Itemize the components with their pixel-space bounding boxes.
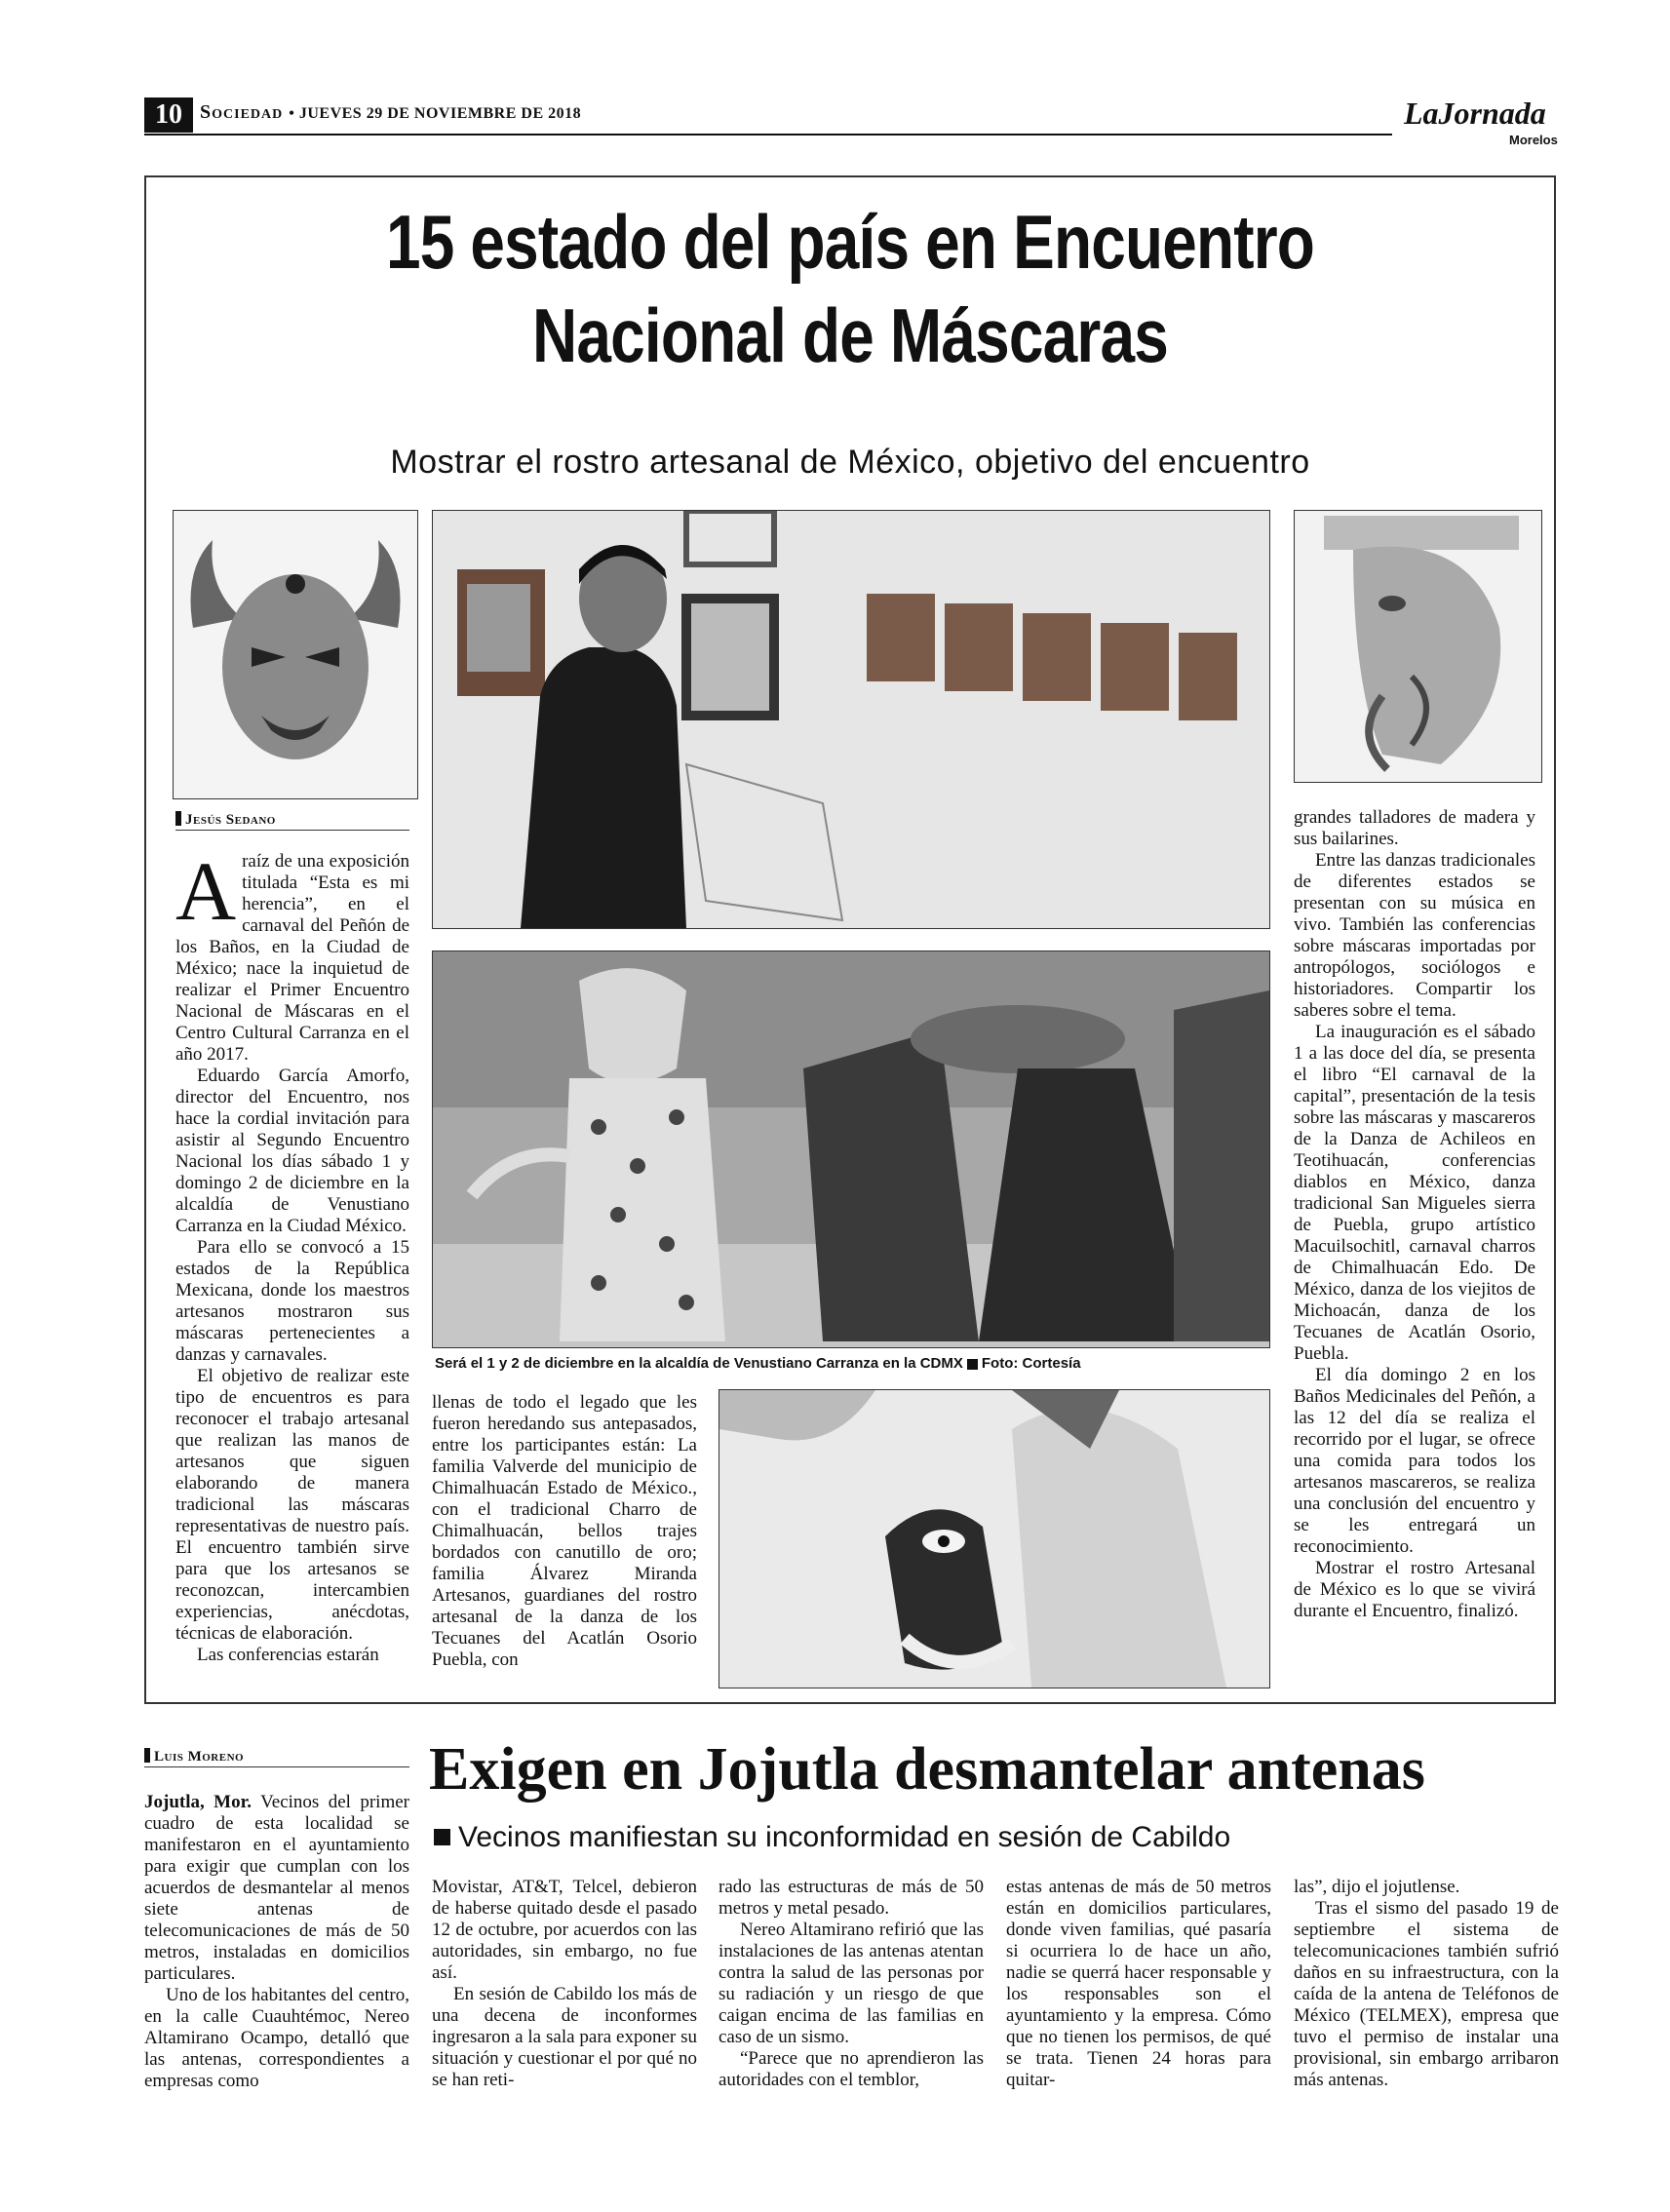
paragraph: Mostrar el rostro Artesanal de México es lo que se vivirá durante el Encuentro, finalizó. — [1294, 1558, 1535, 1621]
newspaper-logo: LaJornada — [1404, 96, 1546, 131]
story2-byline — [144, 1748, 244, 1766]
drop-cap: A — [175, 844, 237, 938]
byline-name: Jesús Sedano — [185, 812, 276, 828]
story1-column-1 — [175, 844, 409, 1666]
museum-visitor-photo — [432, 510, 1270, 929]
paragraph: Las conferencias estarán — [197, 1645, 379, 1665]
story2-column-1 — [144, 1792, 409, 2092]
paragraph: Eduardo García Amorfo, director del Encuentro, nos hace la cordial invitación para asistir al Segundo Encuentro Nacional los días sábado 1 y domingo 2 de diciembre en la alcaldía de Venustiano Carranza en la Ciudad México. — [175, 1066, 409, 1236]
paragraph: “Parece que no aprendieron las autoridades con el temblor, — [718, 2048, 984, 2090]
paragraph: llenas de todo el legado que les fueron heredando sus antepasados, entre los participantes están: La familia Valverde del municipio de Chimalhuacán Estado de México., con el tradicional Charro de Chimalhuacán, bellos trajes bordados con canutillo de oro; familia Álvarez Miranda Artesanos, guardianes del rostro artesanal de la danza de los Tecuanes del Acatlán Osorio Puebla, con — [432, 1392, 697, 1670]
byline-marker-icon — [175, 811, 181, 826]
story2-column-5 — [1294, 1877, 1559, 2091]
paragraph: Entre las danzas tradicionales de diferentes estados se presentan con su música en vivo. También las conferencias sobre máscaras importadas por antropólogos, sociólogos e historiadores. Compartir los saberes sobre el tema. — [1294, 850, 1535, 1021]
paragraph — [144, 1792, 409, 1985]
paragraph: Nereo Altamirano refirió que las instalaciones de las antenas atentan contra la salud de las personas por su radiación y un riesgo de que caigan encima de las familias en caso de un sismo. — [718, 1920, 984, 2047]
byline-rule — [144, 1766, 409, 1767]
story1-column-3 — [1294, 807, 1535, 1622]
section-name: Sociedad — [200, 101, 284, 123]
header-rule — [144, 134, 1392, 136]
story1-headline — [281, 195, 1419, 382]
paragraph: El día domingo 2 en los Baños Medicinales del Peñón, a las 12 del día se realiza el recorrido por el lugar, se ofrece una comida para todos los artesanos mascareros, se realiza una conclusión del encuentro y se les entregará un reconocimiento. — [1294, 1365, 1535, 1557]
paragraph: La inauguración es el sábado 1 a las doce del día, se presenta el libro “El carnaval de la capital”, presentación de la tesis sobre las máscaras y mascareros de la Danza de Achileos en Teotihuacán, conferencias diablos en México, danza tradicional San Migueles sierra de Puebla, grupo artístico Macuilsochitl, carnaval charros de Chimalhuacán Edo. De México, danza de los viejitos de Michoacán, danza de los Tecuanes de Acatlán Osorio, Puebla. — [1294, 1022, 1535, 1364]
paragraph: Movistar, AT&T, Telcel, debieron de haberse quitado desde el pasado 12 de octubre, por acuerdos con las autoridades, sin embargo, no fue así. — [432, 1877, 697, 1983]
caption-text: Será el 1 y 2 de diciembre en la alcaldía de Venustiano Carranza en la CDMX — [435, 1355, 963, 1372]
tecuan-mask-photo — [718, 1389, 1270, 1688]
photo-caption — [435, 1355, 1273, 1372]
paragraph: Para ello se convocó a 15 estados de la República Mexicana, donde los maestros artesanos mostraron sus máscaras pertenecientes a danzas y carnavales. — [175, 1237, 409, 1365]
jaguar-dance-photo — [432, 951, 1270, 1348]
byline-rule — [175, 830, 409, 831]
paragraph: El objetivo de realizar este tipo de encuentros es para reconocer el trabajo artesanal que realizan las manos de artesanos que siguen elaborando de manera tradicional las máscaras representativas de nuestro país. El encuentro también sirve para que los artesanos se reconozcan, intercambien experiencias, anécdotas, técnicas de elaboración. — [175, 1366, 409, 1644]
paragraph: Tras el sismo del pasado 19 de septiembre el sistema de telecomunicaciones también sufrió daños en su infraestructura, con la caída de la antena de Teléfonos de México (TELMEX), empresa que tuvo el permiso de instalar una provisional, sin embargo arribaron más antenas. — [1294, 1898, 1559, 2090]
section-label — [200, 101, 581, 124]
paragraph: En sesión de Cabildo los más de una decena de inconformes ingresaron a la sala para exponer su situación y cuestionar el por qué no se han reti- — [432, 1984, 697, 2090]
caption-credit: Foto: Cortesía — [981, 1355, 1081, 1372]
issue-date: • JUEVES 29 DE NOVIEMBRE DE 2018 — [289, 105, 582, 122]
story2-column-3 — [718, 1877, 984, 2091]
newspaper-logo-subtitle: Morelos — [1509, 133, 1558, 147]
paragraph — [175, 844, 409, 1066]
paragraph-text: raíz de una exposición titulada “Esta es mi herencia”, en el carnaval del Peñón de los Baños, en la Ciudad de México; nace la inquietud de realizar el Primer Encuentro Nacional de Máscaras en el Centro Cultural Carranza en el año 2017. — [175, 851, 409, 1065]
subhead-text: Vecinos manifiestan su inconformidad en sesión de Cabildo — [458, 1821, 1231, 1853]
story1-column-2 — [432, 1392, 697, 1671]
headline-line-2: Nacional de Máscaras — [532, 292, 1168, 378]
paragraph: las”, dijo el jojutlense. — [1294, 1877, 1460, 1897]
byline-marker-icon — [144, 1748, 150, 1763]
paragraph: grandes talladores de madera y sus bailarines. — [1294, 807, 1535, 849]
story1-subhead: Mostrar el rostro artesanal de México, objetivo del encuentro — [390, 444, 1310, 481]
story2-column-4 — [1006, 1877, 1271, 2091]
subhead-marker-icon — [434, 1829, 450, 1845]
byline-name: Luis Moreno — [154, 1749, 245, 1765]
story1-byline — [175, 811, 276, 829]
story2-subhead — [434, 1821, 1230, 1854]
story2-column-2 — [432, 1877, 697, 2091]
paragraph-text: Vecinos del primer cuadro de esta localidad se manifestaron en el ayuntamiento para exigir que cumplan con los acuerdos de desmantelar al menos siete antenas de telecomunicaciones de más de 50 metros, instaladas en domicilios particulares. — [144, 1792, 409, 1984]
page-number: 10 — [144, 97, 193, 133]
caption-marker-icon — [967, 1359, 978, 1370]
story2-headline: Exigen en Jojutla desmantelar antenas — [429, 1736, 1425, 1803]
paragraph: Uno de los habitantes del centro, en la calle Cuauhtémoc, Nereo Altamirano Ocampo, detalló que las antenas, correspondientes a empresas como — [144, 1985, 409, 2091]
headline-line-1: 15 estado del país en Encuentro — [385, 199, 1315, 285]
bearded-mask-photo — [1294, 510, 1542, 783]
paragraph: rado las estructuras de más de 50 metros y metal pesado. — [718, 1877, 984, 1919]
paragraph: estas antenas de más de 50 metros están en domicilios particulares, donde viven familias, qué pasaría si ocurriera lo de hace un año, nadie se querrá hacer responsable y los responsables son el ayuntamiento y la empresa. Cómo que no tienen los permisos, de qué se trata. Tienen 24 horas para quitar- — [1006, 1877, 1271, 2090]
dateline: Jojutla, Mor. — [144, 1792, 252, 1812]
devil-mask-photo — [173, 510, 418, 799]
